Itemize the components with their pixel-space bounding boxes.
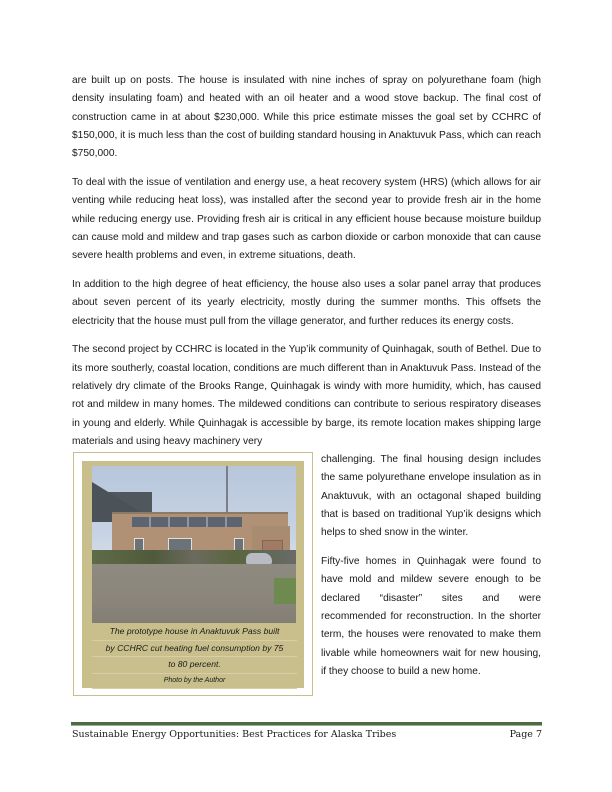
- caption-line: The prototype house in Anaktuvuk Pass built: [92, 624, 297, 641]
- figure-caption: [92, 624, 297, 689]
- paragraph-quinhagak-part2: challenging. The final housing design includes the same polyurethane envelope insulation as in Anaktuvuk, with an octagonal shaped building that is based on traditional Yup’ik designs which helps to shed snow in the winter.: [321, 454, 541, 539]
- photo-gravel-ground: [92, 564, 296, 623]
- footer-title: Sustainable Energy Opportunities: Best Practices for Alaska Tribes: [72, 729, 397, 740]
- house-photo: [92, 466, 296, 623]
- photo-credit: Photo by the Author: [92, 674, 297, 689]
- caption-line: to 80 percent.: [92, 657, 297, 674]
- paragraph-disaster-homes: Fifty-five homes in Quinhagak were found to have mold and mildew severe enough to be declared “disaster” sites and were recommended for reconstruction. In the shorter term, the houses were renovated to make them livable while homeowners wait for new housing, if they choose to build a new home.: [321, 556, 541, 677]
- caption-line: by CCHRC cut heating fuel consumption by 75: [92, 641, 297, 658]
- photo-solar-panels: [132, 517, 242, 527]
- photo-grass: [274, 578, 296, 604]
- body-text: [72, 72, 541, 700]
- figure-box: [73, 452, 313, 696]
- paragraph-ventilation: To deal with the issue of ventilation and energy use, a heat recovery system (HRS) (which allows for air venting while reducing heat loss), was installed after the second year to provide fresh air in the home while reducing energy use. Providing fresh air is critical in any efficient house because moisture buildup can cause mold and mildew and trap gases such as carbon dioxide or carbon monoxide that can cause severe health problems and even, in extreme situations, death.: [72, 176, 541, 262]
- footer-rule: [71, 722, 542, 726]
- page-number: Page 7: [509, 729, 542, 740]
- figure-frame: [82, 461, 304, 688]
- paragraph-solar: In addition to the high degree of heat efficiency, the house also uses a solar panel array that produces about seven percent of its yearly electricity, mostly during the summer months. This offsets the electricity that the house must pull from the village generator, and further reduces its energy costs.: [72, 278, 541, 327]
- paragraph-quinhagak-part1: The second project by CCHRC is located in the Yup’ik community of Quinhagak, south of Bethel. Due to its more southerly, coastal location, conditions are much different than in Anaktuvuk Pass. Instead of the relatively dry climate of the Brooks Range, Quinhagak is windy with more humidity, which, has caused rot and mildew in many homes. The mildewed conditions can contribute to serious respiratory diseases in young and elderly. While Quinhagak is accessible by barge, its remote location makes shipping large materials and using heavy machinery very: [72, 344, 541, 447]
- paragraph-construction-cost: are built up on posts. The house is insulated with nine inches of spray on polyurethane foam (high density insulating foam) and heated with an oil heater and a wood stove backup. The final cost of construction came in at about $230,000. While this price estimate misses the goal set by CCHRC of $150,000, it is much less than the cost of building standard housing in Anaktuvuk Pass, which can reach $750,000.: [72, 75, 541, 160]
- photo-antenna: [226, 466, 228, 512]
